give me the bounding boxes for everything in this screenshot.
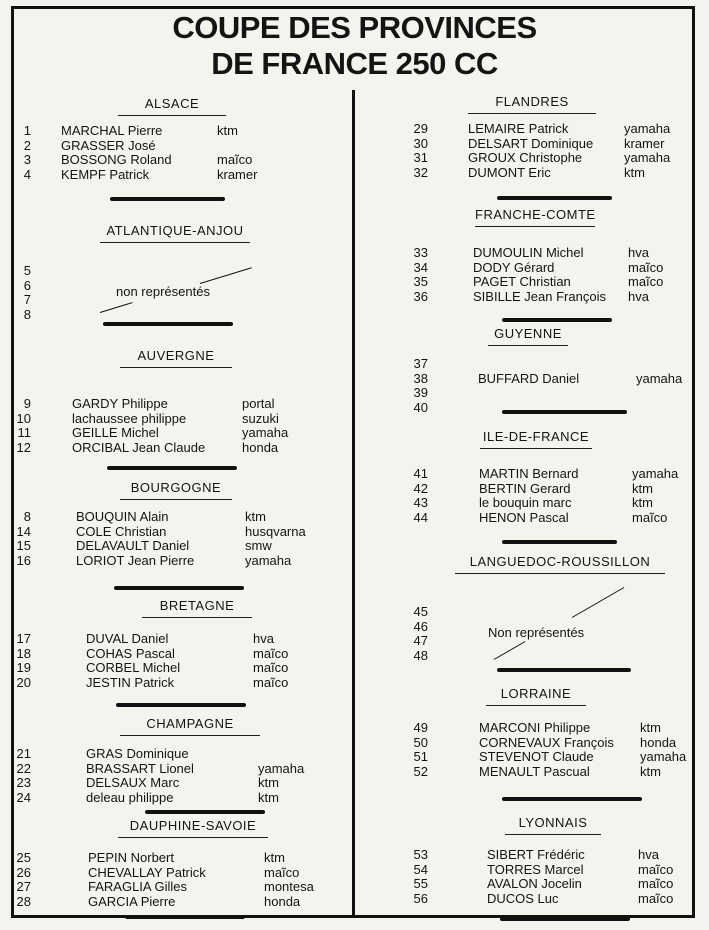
entry-number: 34	[413, 259, 428, 275]
entry-number: 8	[23, 306, 31, 322]
entry-number: 49	[413, 720, 428, 735]
section-separator	[502, 797, 642, 801]
motorcycle-make: maĩco	[632, 509, 668, 525]
motorcycle-make: montesa	[264, 879, 314, 894]
motorcycle-make: hva	[638, 847, 659, 862]
entry-number: 20	[16, 674, 31, 690]
motorcycle-make: maĩco	[217, 152, 253, 167]
entry-number: 47	[413, 633, 428, 648]
section-title-bretagne: BRETAGNE	[142, 598, 252, 618]
motorcycle-make: maĩco	[628, 259, 664, 275]
entry-number: 54	[413, 861, 428, 877]
motorcycle-make: ktm	[217, 123, 238, 138]
rider-name: FARAGLIA Gilles	[88, 879, 187, 894]
motorcycle-make: honda	[264, 893, 301, 909]
section-title-alsace: ALSACE	[118, 96, 226, 116]
section-separator	[145, 810, 265, 814]
entry-number: 24	[16, 789, 31, 805]
motorcycle-make: ktm	[640, 720, 661, 735]
motorcycle-make: yamaha	[242, 425, 289, 440]
entry-number: 45	[413, 604, 428, 619]
rider-name: CORBEL Michel	[86, 660, 181, 675]
motorcycle-make: maĩco	[638, 876, 674, 891]
rider-name: DUVAL Daniel	[86, 631, 169, 646]
rider-name: deleau philippe	[86, 789, 174, 805]
section-title-champagne: CHAMPAGNE	[120, 716, 260, 736]
rider-name: DUCOS Luc	[487, 890, 559, 906]
rider-name: GRAS Dominique	[86, 746, 189, 761]
entry-number: 17	[16, 631, 31, 646]
motorcycle-make: ktm	[640, 763, 661, 779]
motorcycle-make: ktm	[632, 480, 653, 496]
entry-number: 30	[413, 135, 428, 151]
section-separator	[125, 915, 245, 919]
rider-name: MARCONI Philippe	[479, 720, 591, 735]
entry-number: 41	[413, 466, 428, 481]
motorcycle-make: yamaha	[258, 760, 305, 776]
motorcycle-make: kramer	[217, 166, 258, 182]
motorcycle-make: maĩco	[253, 645, 289, 661]
entry-number: 6	[23, 277, 31, 293]
section-separator	[497, 196, 612, 200]
motorcycle-make: yamaha	[632, 466, 679, 481]
motorcycle-make: ktm	[624, 164, 645, 180]
title-line-1: COUPE DES PROVINCES	[172, 10, 537, 45]
section-title-languedoc-roussillon: LANGUEDOC-ROUSSILLON	[455, 554, 665, 574]
section-title-lorraine: LORRAINE	[486, 686, 586, 706]
motorcycle-make: maĩco	[264, 864, 300, 880]
motorcycle-make: yamaha	[636, 370, 683, 386]
entry-number: 3	[23, 152, 31, 167]
entry-number: 2	[23, 137, 31, 153]
entry-number: 43	[413, 495, 428, 510]
entry-number: 53	[413, 847, 428, 862]
rider-name: DELSART Dominique	[468, 135, 594, 151]
section-separator	[110, 197, 225, 201]
rider-name: BRASSART Lionel	[86, 760, 194, 776]
rider-name: GRASSER José	[61, 137, 156, 153]
entry-number: 32	[413, 164, 428, 180]
entry-number: 19	[16, 660, 31, 675]
entry-number: 39	[413, 385, 428, 400]
entry-number: 35	[413, 274, 428, 289]
rider-name: GEILLE Michel	[72, 425, 159, 440]
rider-name: le bouquin marc	[479, 495, 572, 510]
section-title-lyonnais: LYONNAIS	[505, 815, 601, 835]
entry-number: 23	[16, 775, 31, 790]
section-title-flandres: FLANDRES	[468, 94, 596, 114]
entry-number: 12	[16, 439, 31, 455]
rider-name: lachaussee philippe	[72, 410, 187, 426]
entry-number: 15	[16, 538, 31, 553]
rider-name: HENON Pascal	[479, 509, 569, 525]
motorcycle-make: kramer	[624, 135, 665, 151]
rider-name: GROUX Christophe	[468, 150, 583, 165]
motorcycle-make: maĩco	[253, 660, 289, 675]
not-represented-note: Non représentés	[488, 625, 585, 640]
entry-number: 5	[23, 263, 31, 278]
entry-number: 9	[23, 396, 31, 411]
page-title	[0, 10, 709, 82]
section-separator	[107, 466, 237, 470]
section-separator	[114, 586, 244, 590]
entry-number: 36	[413, 288, 428, 304]
column-divider	[352, 90, 355, 916]
rider-name: TORRES Marcel	[487, 861, 584, 877]
rider-name: LORIOT Jean Pierre	[76, 552, 195, 568]
entry-number: 42	[413, 480, 428, 496]
section-title-bourgogne: BOURGOGNE	[120, 480, 232, 500]
section-separator	[103, 322, 233, 326]
entry-number: 29	[413, 121, 428, 136]
rider-name: BUFFARD Daniel	[478, 370, 580, 386]
motorcycle-make: ktm	[245, 509, 266, 524]
motorcycle-make: hva	[628, 245, 649, 260]
section-title-guyenne: GUYENNE	[488, 326, 568, 346]
entry-number: 11	[17, 425, 31, 440]
entry-number: 33	[413, 245, 428, 260]
rider-name: DELSAUX Marc	[86, 775, 180, 790]
entry-number: 14	[16, 523, 31, 539]
motorcycle-make: smw	[245, 538, 272, 553]
entry-number: 16	[16, 552, 31, 568]
entry-number: 38	[413, 370, 428, 386]
motorcycle-make: honda	[242, 439, 279, 455]
rider-name: KEMPF Patrick	[61, 166, 150, 182]
section-separator	[497, 668, 631, 672]
entry-number: 44	[413, 509, 428, 525]
motorcycle-make: yamaha	[245, 552, 292, 568]
entry-number: 4	[23, 166, 31, 182]
motorcycle-make: suzuki	[242, 410, 279, 426]
section-title-dauphine-savoie: DAUPHINE-SAVOIE	[118, 818, 268, 838]
rider-name: LEMAIRE Patrick	[468, 121, 569, 136]
rider-name: ORCIBAL Jean Claude	[72, 439, 206, 455]
motorcycle-make: maĩco	[628, 274, 664, 289]
entry-number: 26	[16, 864, 31, 880]
rider-name: GARDY Philippe	[72, 396, 168, 411]
rider-name: BOSSONG Roland	[61, 152, 172, 167]
not-represented-note: non représentés	[116, 284, 210, 299]
motorcycle-make: ktm	[264, 850, 285, 865]
entry-number: 46	[413, 618, 428, 634]
rider-name: MENAULT Pascual	[479, 763, 590, 779]
section-title-ile-de-france: ILE-DE-FRANCE	[480, 429, 592, 449]
rider-name: BERTIN Gerard	[479, 480, 571, 496]
entry-number: 25	[16, 850, 31, 865]
section-separator	[502, 540, 617, 544]
entry-number: 27	[16, 879, 31, 894]
motorcycle-make: ktm	[258, 789, 279, 805]
entry-number: 37	[413, 356, 428, 371]
entry-number: 31	[413, 150, 428, 165]
rider-name: CHEVALLAY Patrick	[88, 864, 206, 880]
entry-number: 18	[16, 645, 31, 661]
motorcycle-make: maĩco	[253, 674, 289, 690]
rider-name: DELAVAULT Daniel	[76, 538, 190, 553]
entry-number: 55	[413, 876, 428, 891]
entry-number: 52	[413, 763, 428, 779]
entry-number: 10	[16, 410, 31, 426]
rider-name: COLE Christian	[76, 523, 167, 539]
rider-name: PEPIN Norbert	[88, 850, 174, 865]
motorcycle-make: portal	[242, 396, 275, 411]
entry-number: 8	[23, 509, 31, 524]
rider-name: DUMOULIN Michel	[473, 245, 584, 260]
motorcycle-make: honda	[640, 734, 677, 750]
entry-number: 22	[16, 760, 31, 776]
rider-name: DODY Gérard	[473, 259, 555, 275]
entry-number: 40	[413, 399, 428, 415]
rider-name: COHAS Pascal	[86, 645, 175, 661]
entry-number: 1	[23, 123, 31, 138]
motorcycle-make: yamaha	[624, 150, 671, 165]
motorcycle-make: maĩco	[638, 890, 674, 906]
title-line-2: DE FRANCE 250 CC	[211, 46, 498, 81]
rider-name: JESTIN Patrick	[86, 674, 175, 690]
section-separator	[502, 410, 627, 414]
rider-name: STEVENOT Claude	[479, 749, 594, 764]
entry-number: 7	[23, 292, 31, 307]
section-title-franche-comte: FRANCHE-COMTE	[475, 207, 595, 227]
motorcycle-make: ktm	[258, 775, 279, 790]
rider-name: AVALON Jocelin	[487, 876, 582, 891]
motorcycle-make: husqvarna	[245, 523, 306, 539]
rider-name: CORNEVAUX François	[479, 734, 614, 750]
section-separator	[500, 917, 630, 921]
entry-number: 48	[413, 647, 428, 663]
motorcycle-make: yamaha	[624, 121, 671, 136]
entry-number: 28	[16, 893, 31, 909]
rider-name: SIBERT Frédéric	[487, 847, 585, 862]
entry-number: 51	[413, 749, 428, 764]
motorcycle-make: maĩco	[638, 861, 674, 877]
section-separator	[502, 318, 612, 322]
rider-name: DUMONT Eric	[468, 164, 551, 180]
rider-name: BOUQUIN Alain	[76, 509, 169, 524]
rider-name: MARTIN Bernard	[479, 466, 579, 481]
rider-name: SIBILLE Jean François	[473, 288, 606, 304]
motorcycle-make: ktm	[632, 495, 653, 510]
motorcycle-make: yamaha	[640, 749, 687, 764]
rider-name: GARCIA Pierre	[88, 893, 176, 909]
rider-name: PAGET Christian	[473, 274, 571, 289]
section-title-auvergne: AUVERGNE	[120, 348, 232, 368]
entry-number: 21	[16, 746, 31, 761]
motorcycle-make: hva	[628, 288, 649, 304]
motorcycle-make: hva	[253, 631, 274, 646]
section-title-atlantique-anjou: ATLANTIQUE-ANJOU	[100, 223, 250, 243]
section-separator	[116, 703, 246, 707]
entry-number: 56	[413, 890, 428, 906]
entry-number: 50	[413, 734, 428, 750]
rider-name: MARCHAL Pierre	[61, 123, 163, 138]
